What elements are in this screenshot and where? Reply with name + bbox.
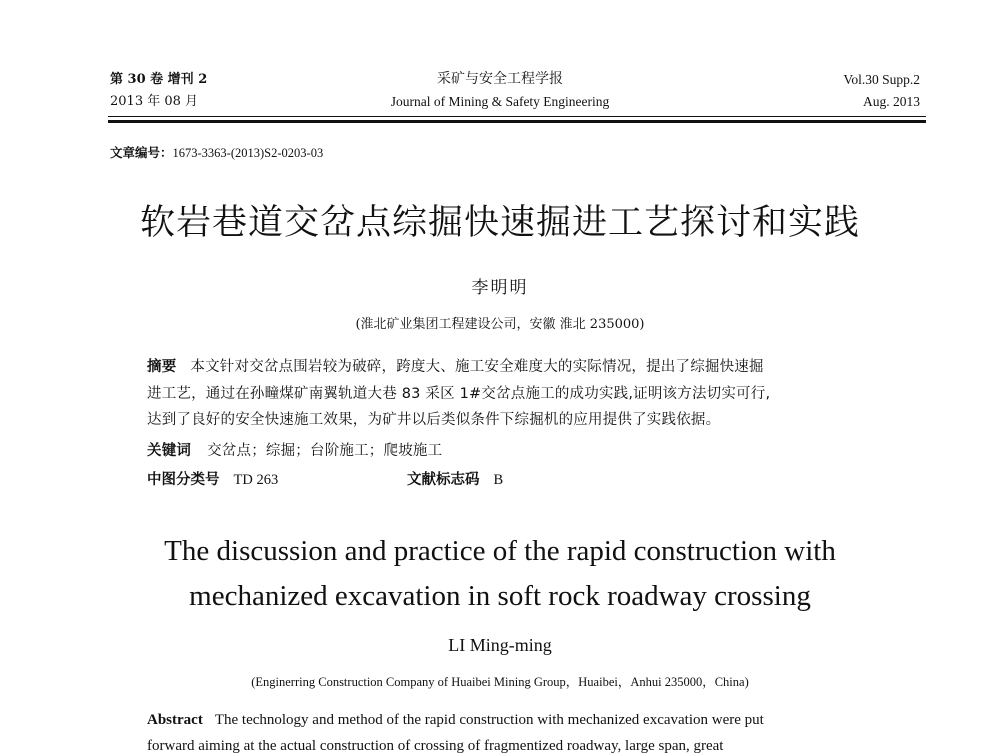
author-en: LI Ming-ming — [448, 635, 552, 655]
volume-en: Vol.30 Supp.2 — [843, 72, 920, 87]
document-code-label: 文献标志码 — [407, 471, 480, 488]
issue-date: 2013 年 08 月 — [110, 94, 199, 109]
abstract-en-line-1 — [147, 712, 764, 729]
abstract-en-text-1: The technology and method of the rapid construction with mechanized excavation were put — [214, 712, 764, 728]
document-code-value: B — [493, 472, 504, 488]
keywords-cn — [147, 439, 442, 463]
journal-title-cn: 采矿与安全工程学报 — [437, 71, 563, 87]
document-code — [407, 468, 503, 489]
header-rule-thin — [108, 116, 926, 117]
affiliation-cn: (淮北矿业集团工程建设公司，安徽 淮北 235000) — [355, 317, 645, 332]
header-rule-thick — [108, 120, 926, 123]
abstract-en-label: Abstract — [147, 712, 203, 728]
keywords-cn-value: 交岔点；综掘；台阶施工；爬坡施工 — [207, 443, 443, 459]
classification-label: 中图分类号 — [147, 471, 220, 488]
article-number — [110, 143, 323, 161]
date-en: Aug. 2013 — [863, 94, 920, 109]
author-cn: 李明明 — [471, 278, 529, 298]
article-number-label: 文章编号： — [110, 145, 173, 160]
title-cn: 软岩巷道交岔点综掘快速掘进工艺探讨和实践 — [139, 203, 860, 243]
abstract-cn-label: 摘要 — [147, 358, 177, 375]
title-en-line-2: mechanized excavation in soft rock roadway crossing — [189, 580, 811, 612]
title-en-line-1: The discussion and practice of the rapid construction with — [164, 535, 836, 567]
journal-title-en: Journal of Mining & Safety Engineering — [390, 94, 610, 109]
classification-value: TD 263 — [233, 472, 279, 488]
abstract-cn-line-2: 进工艺，通过在孙疃煤矿南翼轨道大巷 83 采区 1#交岔点施工的成功实践,证明该方法切实可行, — [147, 386, 771, 402]
abstract-en-line-2: forward aiming at the actual construction of crossing of fragmentized roadway, large span, great — [147, 738, 724, 754]
abstract-cn-line-1 — [147, 355, 764, 379]
article-number-value: 1673-3363-(2013)S2-0203-03 — [172, 146, 324, 160]
volume-issue: 第 30 卷 增刊 2 — [110, 72, 208, 87]
affiliation-en: (Enginerring Construction Company of Huaibei Mining Group，Huaibei，Anhui 235000，China) — [251, 675, 749, 689]
keywords-cn-label: 关键词 — [147, 442, 192, 459]
abstract-cn-text-1: 本文针对交岔点围岩较为破碎，跨度大、施工安全难度大的实际情况，提出了综掘快速掘 — [190, 359, 764, 375]
abstract-cn-line-3: 达到了良好的安全快速施工效果，为矿井以后类似条件下综掘机的应用提供了实践依据。 — [147, 412, 721, 428]
classification-number — [147, 468, 278, 489]
